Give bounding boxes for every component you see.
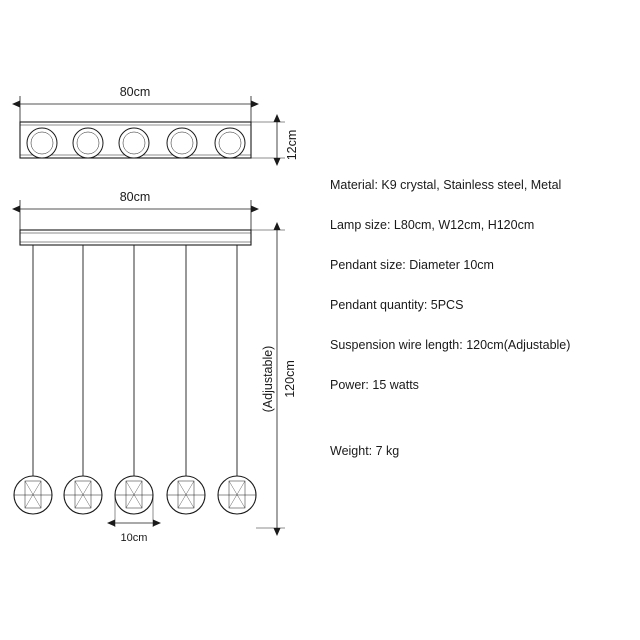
spec-pendant-quantity: Pendant quantity: 5PCS [330, 298, 464, 312]
top-view-depth-dimension [251, 122, 299, 160]
spec-power: Power: 15 watts [330, 378, 419, 392]
pendant-globe [14, 476, 52, 514]
top-view-width-dimension [20, 85, 251, 104]
front-view-group [14, 190, 297, 544]
spec-pendant-size: Pendant size: Diameter 10cm [330, 258, 494, 272]
suspension-wires [33, 245, 237, 476]
front-view-width-label: 80cm [119, 190, 151, 204]
pendant-globe [115, 476, 153, 514]
front-view-drop-dimension [251, 230, 297, 528]
pendant-globe [64, 476, 102, 514]
front-view-drop-label: 120cm [283, 360, 297, 398]
specification-list [330, 178, 630, 484]
top-view-group [20, 85, 299, 160]
pendant-diameter-label: 10cm [120, 532, 148, 544]
spec-suspension-wire-length: Suspension wire length: 120cm(Adjustable) [330, 338, 571, 352]
front-view-drop-note: (Adjustable) [261, 345, 275, 413]
spec-lamp-size: Lamp size: L80cm, W12cm, H120cm [330, 218, 535, 232]
spec-weight: Weight: 7 kg [330, 444, 400, 458]
front-view-pendants [14, 476, 256, 514]
front-view-width-dimension [20, 190, 251, 209]
pendant-globe [167, 476, 205, 514]
front-view-canopy [20, 230, 251, 245]
pendant-globe [218, 476, 256, 514]
top-view-width-label: 80cm [119, 85, 151, 99]
top-view-depth-label: 12cm [285, 129, 299, 161]
spec-material: Material: K9 crystal, Stainless steel, Metal [330, 178, 562, 192]
